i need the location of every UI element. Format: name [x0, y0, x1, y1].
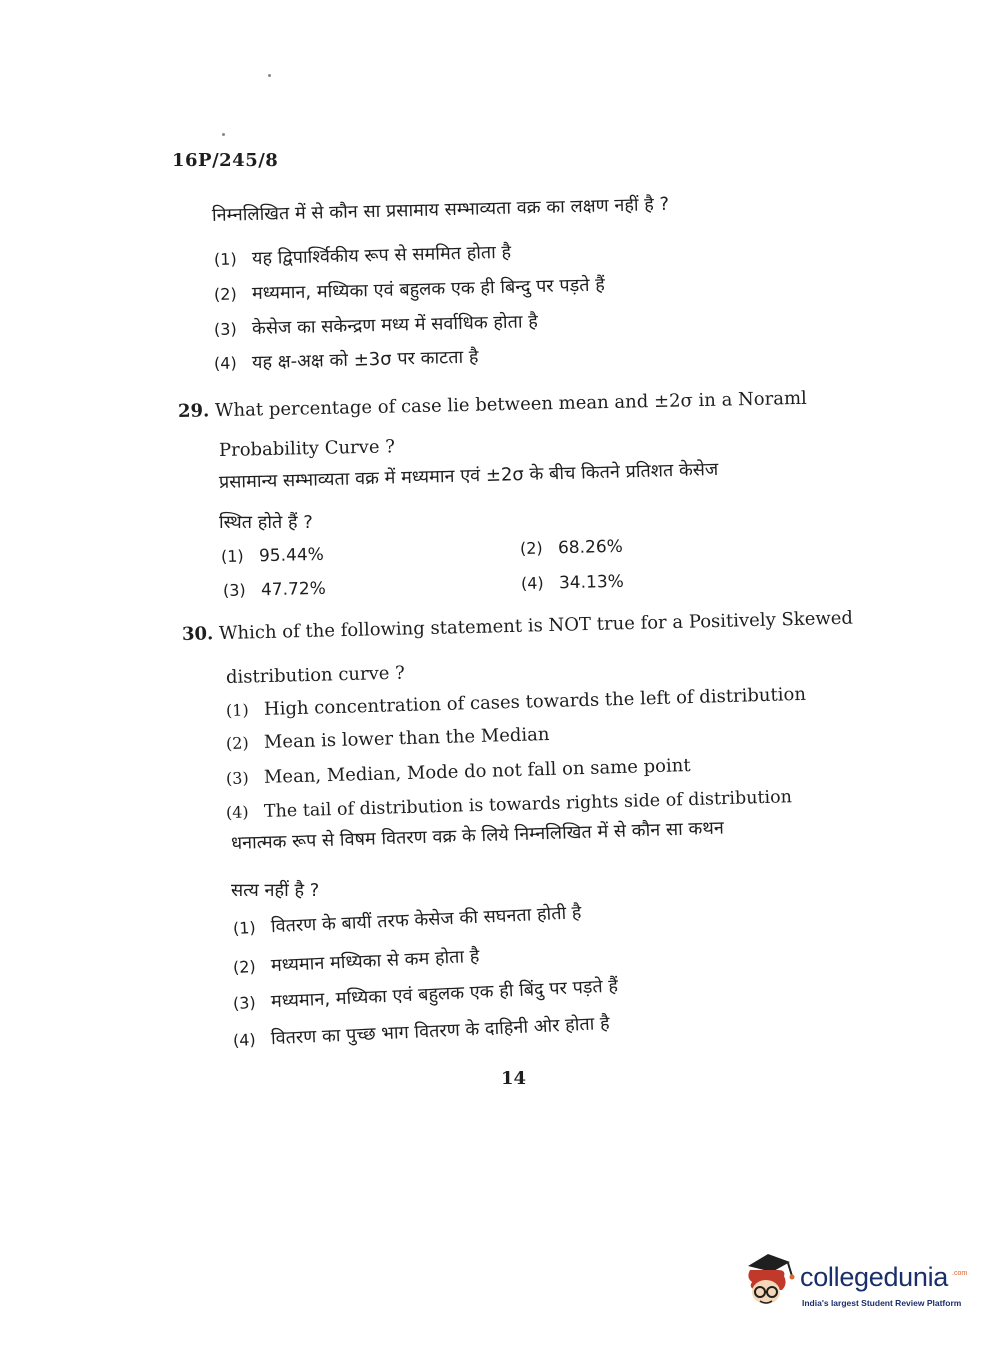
q28-option: (3) केसेज का सकेन्द्रण मध्य में सर्वाधिक होता है — [213, 311, 539, 340]
q28-option: (2) मध्यमान, मध्यिका एवं बहुलक एक ही बिन्दु पर पड़ते हैं — [213, 274, 606, 305]
q30-question-en-cont: distribution curve ? — [225, 662, 406, 688]
paper-code: 16P/245/8 — [172, 150, 279, 171]
q30-number: 30. — [181, 623, 214, 645]
q28-option: (1) यह द्विपार्श्विकीय रूप से सममित होता है — [213, 241, 512, 270]
page-number: 14 — [501, 1068, 527, 1089]
q30-option-en: (1) High concentration of cases towards the left of distribution — [225, 683, 807, 720]
q30-question-hi-cont: सत्य नहीं है ? — [231, 880, 320, 901]
logo-suffix: .com — [952, 1270, 968, 1277]
q30-option-hi: (2) मध्यमान मध्यिका से कम होता है — [232, 945, 480, 977]
q29-option: (4) 34.13% — [520, 571, 625, 594]
logo-brand: collegedunia — [800, 1262, 949, 1292]
q30-option-en: (4) The tail of distribution is towards rights side of distribution — [225, 787, 793, 822]
q29-question-en-cont: Probability Curve ? — [218, 436, 396, 461]
q30-option-hi: (4) वितरण का पुच्छ भाग वितरण के दाहिनी ओर होता है — [232, 1012, 611, 1050]
logo-tagline: India's largest Student Review Platform — [802, 1298, 962, 1308]
q30-option-hi: (1) वितरण के बायीं तरफ केसेज की सघनता होती है — [232, 902, 582, 938]
q28-option: (4) यह क्ष-अक्ष को ±3σ पर काटता है — [213, 346, 479, 374]
q30-option-en: (2) Mean is lower than the Median — [225, 723, 550, 753]
mascot-icon — [742, 1248, 798, 1310]
collegedunia-watermark — [742, 1248, 972, 1328]
q29-question-hi: प्रसामान्य सम्भाव्यता वक्र में मध्यमान एवं ±2σ के बीच कितने प्रतिशत केसेज — [218, 458, 719, 493]
q29-number: 29. — [177, 400, 210, 422]
q29-question-en: 29. What percentage of case lie between mean and ±2σ in a Noraml — [177, 387, 808, 422]
q30-option-hi: (3) मध्यमान, मध्यिका एवं बहुलक एक ही बिंदु पर पड़ते हैं — [232, 975, 619, 1013]
q30-question-hi: धनात्मक रूप से विषम वितरण वक्र के लिये निम्नलिखित में से कौन सा कथन — [230, 817, 725, 854]
q28-question-hi: निम्नलिखित में से कौन सा प्रसामाय सम्भाव्यता वक्र का लक्षण नहीं है ? — [211, 193, 670, 226]
q30-option-en: (3) Mean, Median, Mode do not fall on same point — [225, 755, 691, 788]
q29-question-hi-cont: स्थित होते हैं ? — [219, 512, 313, 533]
q29-option: (2) 68.26% — [519, 536, 624, 559]
q29-option: (1) 95.44% — [220, 544, 325, 567]
scan-speck — [268, 74, 271, 77]
q29-option: (3) 47.72% — [222, 578, 327, 601]
q30-question-en: 30. Which of the following statement is NOT true for a Positively Skewed — [181, 607, 854, 645]
scan-speck — [222, 133, 225, 136]
